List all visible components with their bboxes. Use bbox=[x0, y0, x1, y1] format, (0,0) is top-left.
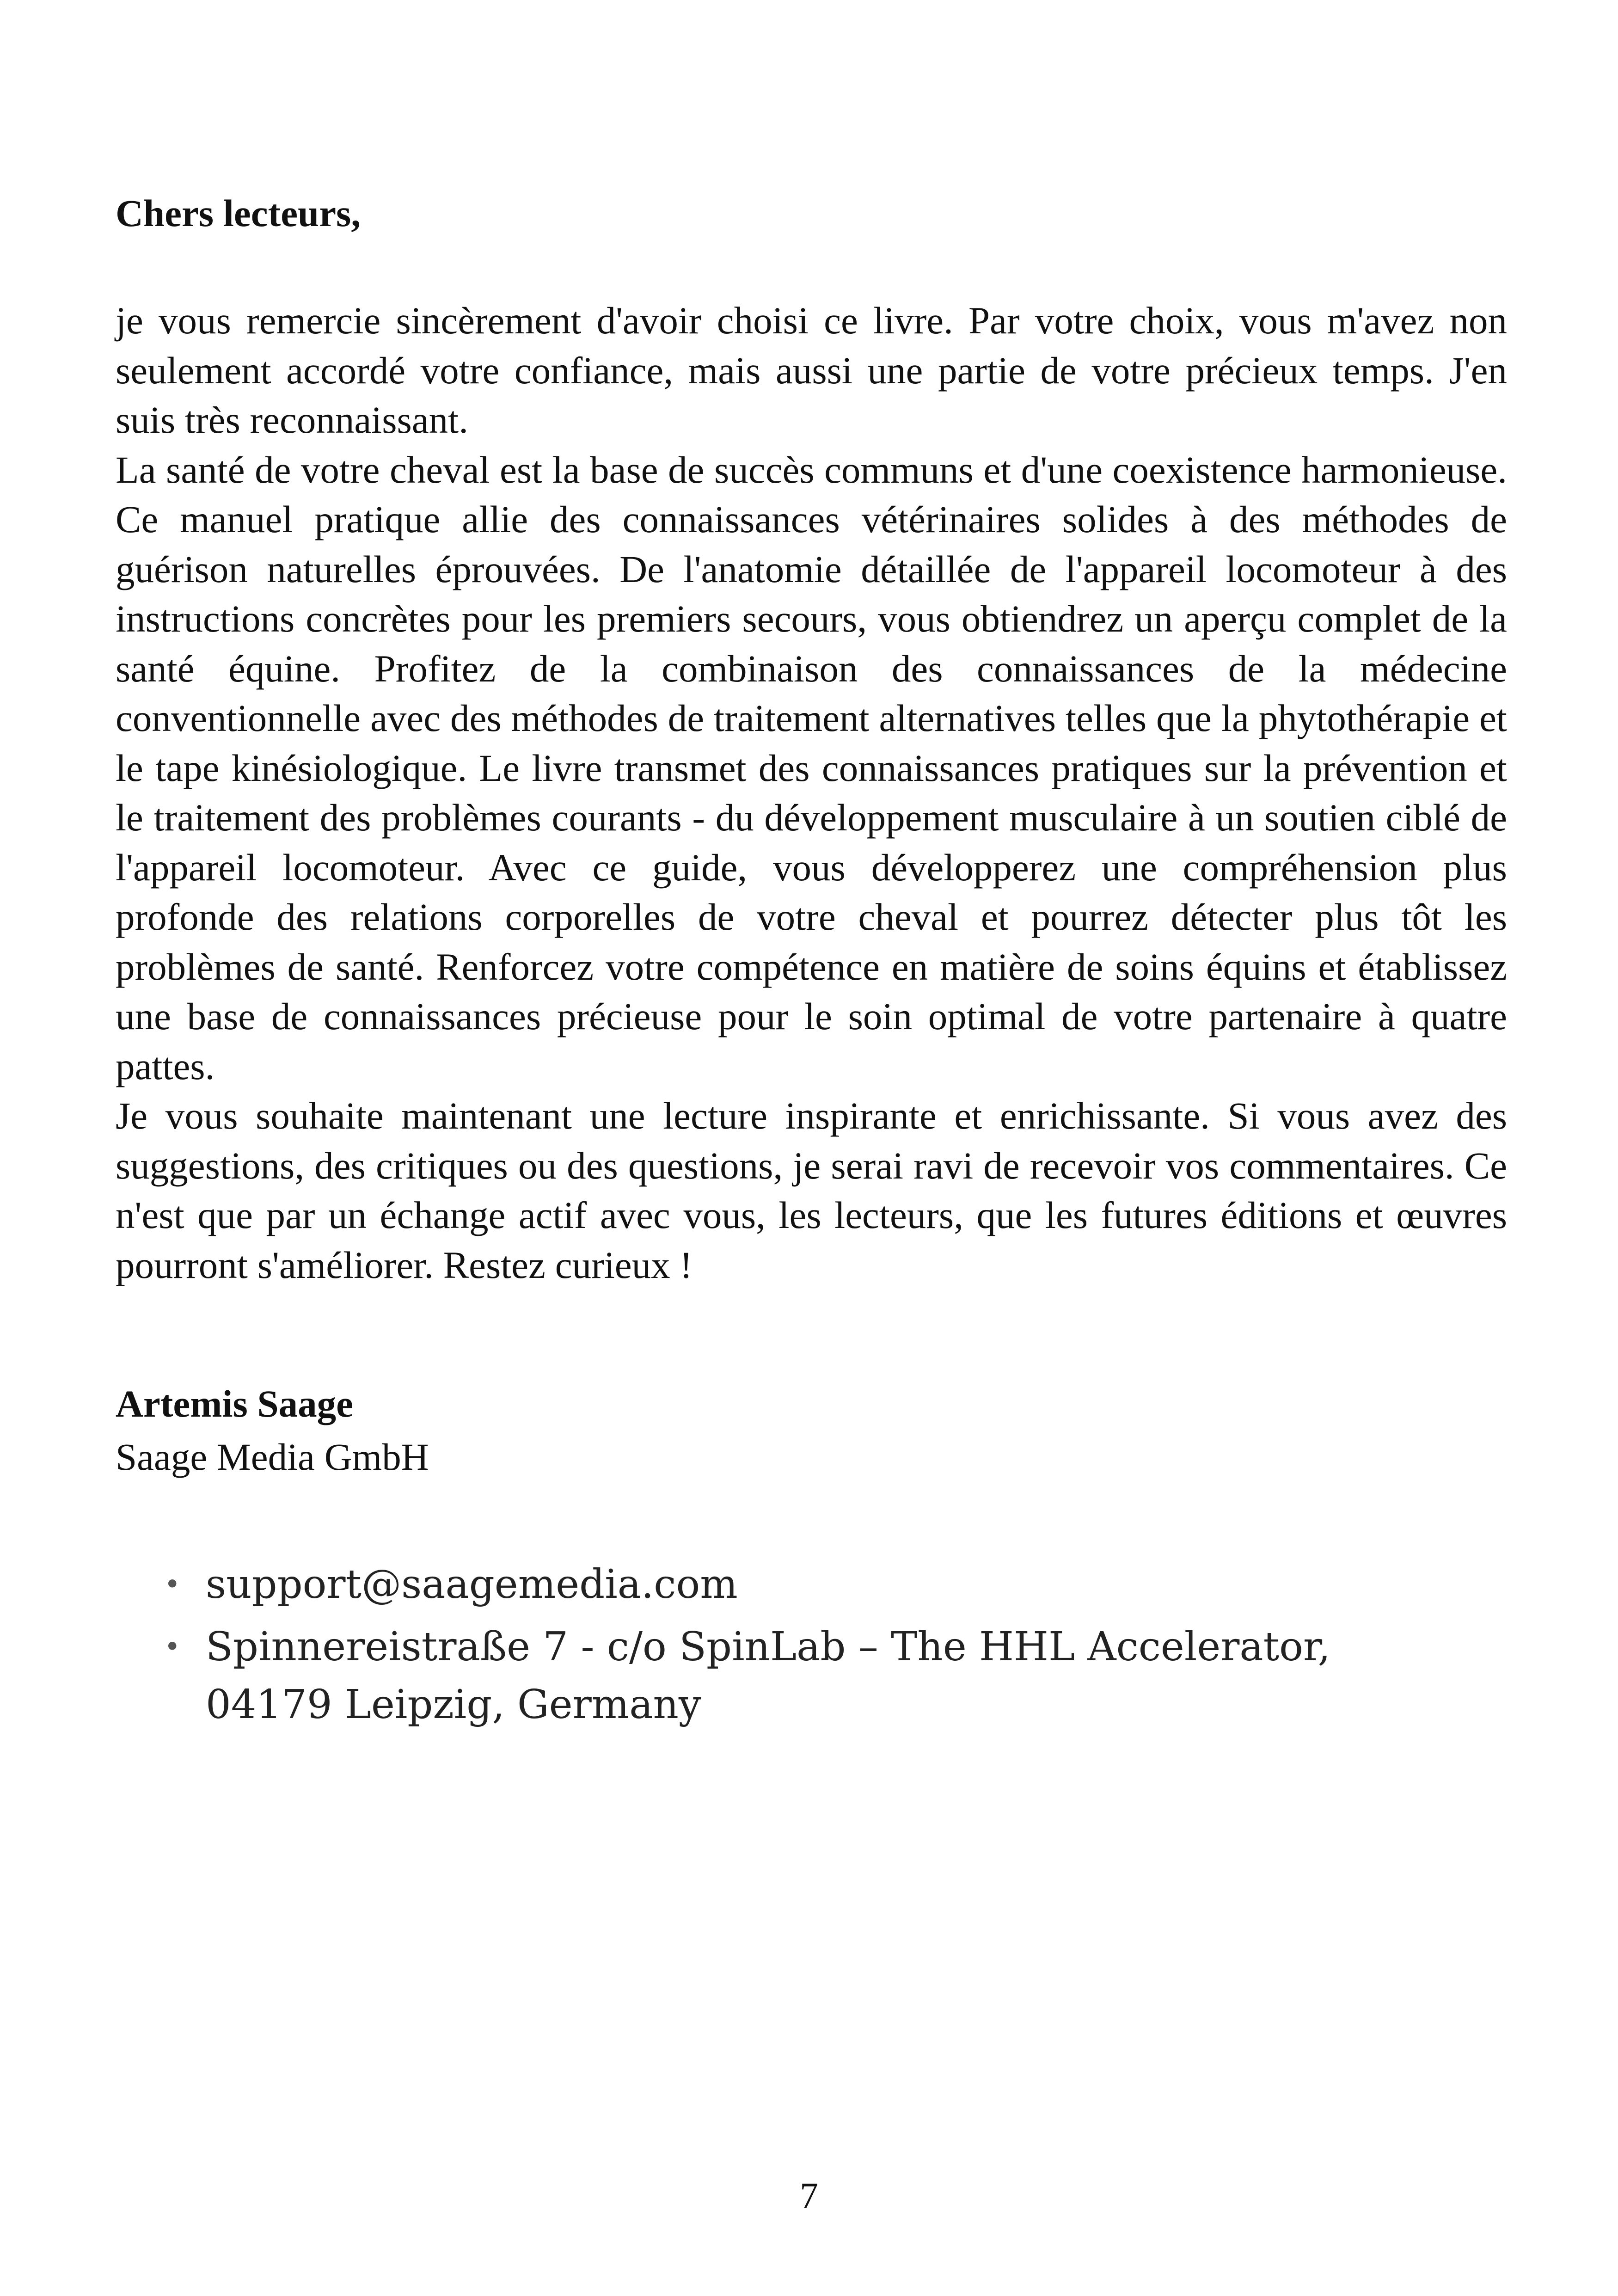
letter-greeting: Chers lecteurs, bbox=[116, 192, 361, 234]
bullet-icon: • bbox=[164, 1568, 181, 1601]
page-number: 7 bbox=[800, 2176, 818, 2216]
contact-list bbox=[164, 1556, 1459, 1738]
contact-email[interactable]: support@saagemedia.com bbox=[206, 1561, 738, 1608]
letter-body bbox=[116, 296, 1507, 1290]
contact-email-item bbox=[164, 1556, 1459, 1614]
company-name: Saage Media GmbH bbox=[116, 1436, 429, 1478]
contact-address: Spinnereistraße 7 - c/o SpinLab – The HHL Accelerator, 04179 Leipzig, Germany bbox=[206, 1624, 1330, 1728]
bullet-icon: • bbox=[164, 1631, 181, 1663]
letter-paragraph: je vous remercie sincèrement d'avoir choisi ce livre. Par votre choix, vous m'avez non seulement accordé votre confiance, mais aussi une partie de votre précieux temps. J'en suis très reconnaissant. bbox=[116, 299, 1507, 441]
letter-paragraph: La santé de votre cheval est la base de succès communs et d'une coexistence harmonieuse. Ce manuel pratique allie des connaissances vétérinaires solides à des méthodes de guérison naturelles éprouvées. De l'anatomie détaillée de l'appareil locomoteur à des instructions concrètes pour les premiers secours, vous obtiendrez un aperçu complet de la santé équine. Profitez de la combinaison des connaissances de la médecine conventionnelle avec des méthodes de traitement alternatives telles que la phytothérapie et le tape kinésiologique. Le livre transmet des connaissances pratiques sur la prévention et le traitement des problèmes courants - du développement musculaire à un soutien ciblé de l'appareil locomoteur. Avec ce guide, vous développerez une compréhension plus profonde des relations corporelles de votre cheval et pourrez détecter plus tôt les problèmes de santé. Renforcez votre compétence en matière de soins équins et établissez une base de connaissances précieuse pour le soin optimal de votre partenaire à quatre pattes. bbox=[116, 448, 1507, 1087]
contact-address-item bbox=[164, 1618, 1459, 1734]
author-name: Artemis Saage bbox=[116, 1382, 354, 1425]
letter-paragraph: Je vous souhaite maintenant une lecture inspirante et enrichissante. Si vous avez des suggestions, des critiques ou des questions, je serai ravi de recevoir vos commentaires. Ce n'est que par un échange actif avec vous, les lecteurs, que les futures éditions et œuvres pourront s'améliorer. Restez curieux ! bbox=[116, 1094, 1507, 1286]
